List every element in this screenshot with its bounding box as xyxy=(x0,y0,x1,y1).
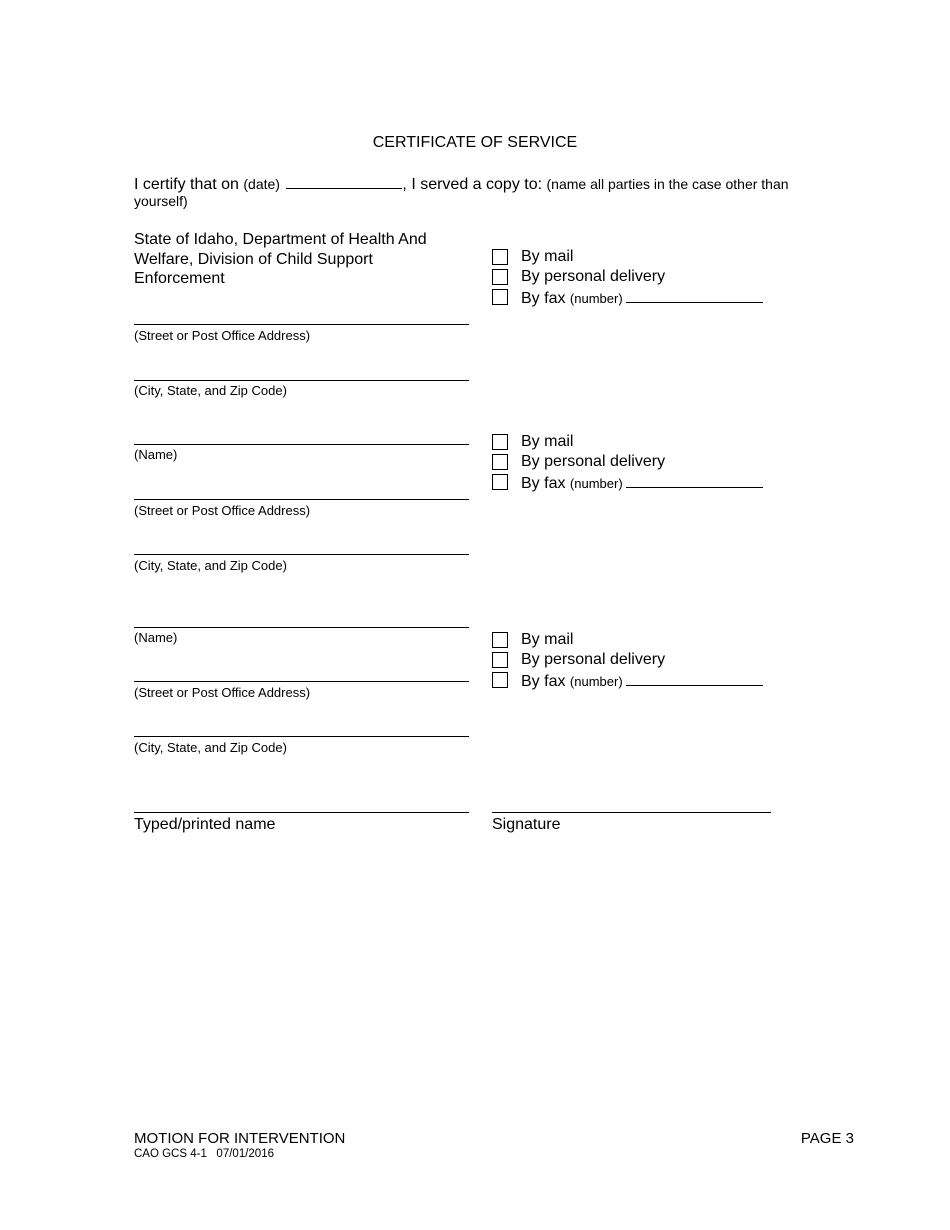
city-field-1[interactable] xyxy=(134,380,469,381)
fax-hint-3: (number) xyxy=(569,674,623,689)
mail-label-3: By mail xyxy=(521,631,574,648)
city-field-2[interactable] xyxy=(134,554,469,555)
name-caption-2: (Name) xyxy=(134,447,178,462)
page-title: CERTIFICATE OF SERVICE xyxy=(372,134,578,151)
city-caption-1: (City, State, and Zip Code) xyxy=(134,383,287,398)
signature-label: Signature xyxy=(492,816,561,833)
personal-delivery-label-2: By personal delivery xyxy=(521,453,666,470)
printed-name-label: Typed/printed name xyxy=(134,816,276,833)
mail-label-1: By mail xyxy=(521,248,574,265)
personal-delivery-checkbox-3[interactable] xyxy=(492,652,508,668)
fax-checkbox-1[interactable] xyxy=(492,289,508,305)
certify-middle: , I served a copy to: xyxy=(402,176,543,193)
street-caption-1: (Street or Post Office Address) xyxy=(134,328,311,343)
street-caption-3: (Street or Post Office Address) xyxy=(134,685,311,700)
fax-label-3 xyxy=(521,671,763,691)
fax-label-2 xyxy=(521,473,763,493)
fax-number-field-2[interactable] xyxy=(626,473,763,488)
footer-page-number: PAGE 3 xyxy=(800,1130,854,1147)
fax-hint-1: (number) xyxy=(569,291,623,306)
street-field-1[interactable] xyxy=(134,324,469,325)
name-field-3[interactable] xyxy=(134,627,469,628)
name-caption-3: (Name) xyxy=(134,630,178,645)
fax-number-field-3[interactable] xyxy=(626,671,763,686)
date-field[interactable] xyxy=(286,174,402,189)
parties-hint: (name all parties in the case other than yourself) xyxy=(134,176,789,209)
mail-checkbox-1[interactable] xyxy=(492,249,508,265)
option-personal-2 xyxy=(492,453,782,473)
fax-text-2: By fax xyxy=(521,475,566,492)
footer-doc-code: CAO GCS 4-1 07/01/2016 xyxy=(134,1148,274,1160)
signature-field[interactable] xyxy=(492,812,771,813)
printed-name-field[interactable] xyxy=(134,812,469,813)
fax-text-1: By fax xyxy=(521,290,566,307)
city-caption-3: (City, State, and Zip Code) xyxy=(134,740,287,755)
option-fax-2 xyxy=(492,473,782,493)
mail-checkbox-3[interactable] xyxy=(492,632,508,648)
street-caption-2: (Street or Post Office Address) xyxy=(134,503,311,518)
option-personal-1 xyxy=(492,268,782,288)
option-mail-2 xyxy=(492,433,782,453)
option-mail-1 xyxy=(492,248,782,268)
mail-label-2: By mail xyxy=(521,433,574,450)
certify-statement xyxy=(134,174,824,210)
option-mail-3 xyxy=(492,631,782,651)
personal-delivery-label-1: By personal delivery xyxy=(521,268,666,285)
name-field-2[interactable] xyxy=(134,444,469,445)
option-fax-3 xyxy=(492,671,782,691)
personal-delivery-label-3: By personal delivery xyxy=(521,651,666,668)
option-fax-1 xyxy=(492,288,782,308)
mail-checkbox-2[interactable] xyxy=(492,434,508,450)
certify-prefix: I certify that on xyxy=(134,176,239,193)
personal-delivery-checkbox-1[interactable] xyxy=(492,269,508,285)
city-field-3[interactable] xyxy=(134,736,469,737)
fax-label-1 xyxy=(521,288,763,308)
street-field-3[interactable] xyxy=(134,681,469,682)
date-hint: (date) xyxy=(243,176,280,192)
street-field-2[interactable] xyxy=(134,499,469,500)
agency-name: State of Idaho, Department of Health And Welfare, Division of Child Support Enforcement xyxy=(134,231,427,287)
fax-hint-2: (number) xyxy=(569,476,623,491)
fax-checkbox-3[interactable] xyxy=(492,672,508,688)
personal-delivery-checkbox-2[interactable] xyxy=(492,454,508,470)
fax-number-field-1[interactable] xyxy=(626,288,763,303)
option-personal-3 xyxy=(492,651,782,671)
fax-checkbox-2[interactable] xyxy=(492,474,508,490)
city-caption-2: (City, State, and Zip Code) xyxy=(134,558,287,573)
footer-doc-title: MOTION FOR INTERVENTION xyxy=(134,1130,346,1147)
fax-text-3: By fax xyxy=(521,673,566,690)
